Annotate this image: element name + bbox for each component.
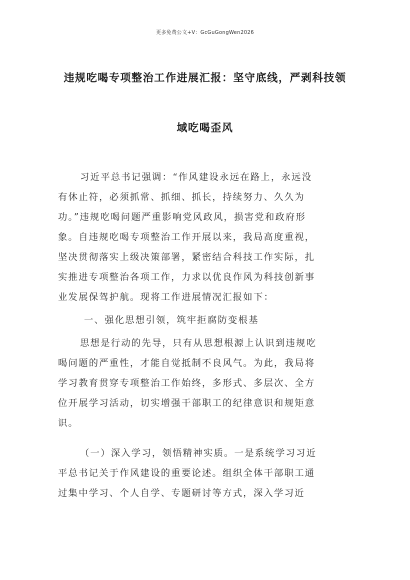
body-line: 坚决贯彻落实上级决策部署，紧密结合科技工作实际，扎: [58, 252, 316, 263]
body-line: 平总书记关于作风建设的重要论述。组织全体干部职工通: [58, 468, 316, 479]
body-line: 识。: [58, 418, 79, 429]
section-heading: 一、强化思想引领，筑牢拒腐防变根基: [84, 315, 259, 326]
body-line: 实推进专项整治各项工作，力求以优良作风为科技创新事: [58, 272, 316, 283]
header-note: 更多免费公文+V：GcGuGongWen2026: [156, 30, 254, 36]
body-line: 过集中学习、个人自学、专题研讨等方式，深入学习近: [58, 488, 305, 499]
body-line: 学习教育贯穿专项整治工作始终，多形式、多层次、全方: [58, 378, 316, 389]
body-line: 位开展学习活动，切实增强干部职工的纪律意识和规矩意: [58, 398, 316, 409]
title-line-1: 违规吃喝专项整治工作进展汇报：坚守底线，严剥科技领: [63, 72, 347, 84]
body-line: 喝问题的严重性，才能自觉抵制不良风气。为此，我局将: [58, 358, 316, 369]
body-line: 业发展保驾护航。现将工作进展情况汇报如下：: [58, 292, 275, 303]
body-line: 习近平总书记强调：“作风建设永远在路上，永远没: [80, 172, 313, 183]
body-line: 功。”违规吃喝问题严重影响党风政风，损害党和政府形: [58, 212, 307, 223]
body-line: 有休止符，必须抓常、抓细、抓长，持续努力、久久为: [58, 192, 305, 203]
title-line-2: 域吃喝歪风: [176, 122, 234, 134]
subsection-line: （一）深入学习，领悟精神实质。一是系统学习习近: [80, 448, 317, 459]
body-line: 象。自违规吃喝专项整治工作开展以来，我局高度重视，: [58, 232, 316, 243]
body-line: 思想是行动的先导，只有从思想根源上认识到违规吃: [80, 338, 317, 349]
